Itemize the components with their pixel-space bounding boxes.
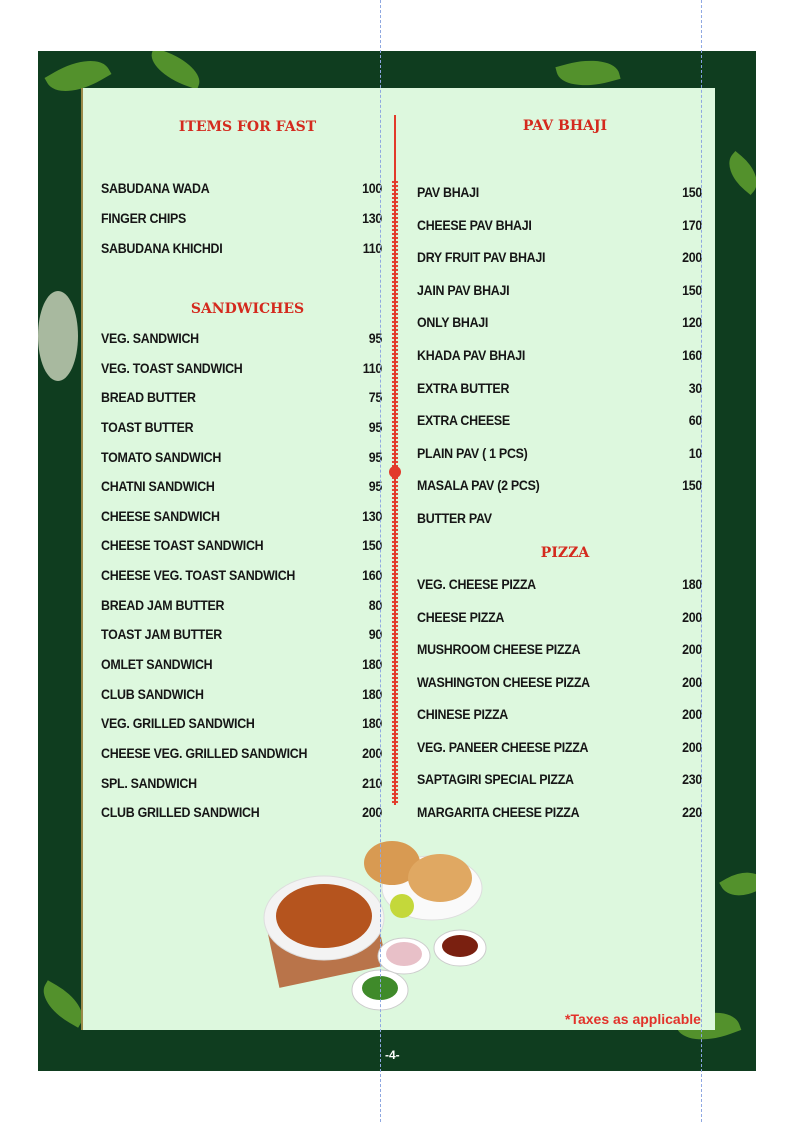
item-name: SPL. SANDWICH <box>101 775 197 791</box>
item-price: 200 <box>682 642 702 657</box>
item-name: ONLY BHAJI <box>417 315 489 331</box>
item-price: 180 <box>362 657 382 673</box>
item-name: VEG. TOAST SANDWICH <box>101 360 243 376</box>
menu-item <box>101 450 382 480</box>
guide-line <box>380 0 381 1122</box>
menu-item <box>417 185 702 218</box>
taxes-note: *Taxes as applicable <box>565 1011 701 1027</box>
menu-item <box>417 315 702 348</box>
section-title-sandwiches: SANDWICHES <box>190 301 305 317</box>
item-price: 150 <box>682 282 702 298</box>
item-price: 95 <box>368 449 382 465</box>
item-price: 100 <box>362 181 382 196</box>
item-price: 180 <box>362 716 382 732</box>
menu-item <box>101 805 382 835</box>
section-title-pav-bhaji: PAV BHAJI <box>522 118 608 134</box>
item-name: CHEESE VEG. GRILLED SANDWICH <box>101 745 308 761</box>
menu-item <box>417 250 702 283</box>
item-price: 220 <box>682 804 702 820</box>
item-price: 120 <box>682 315 702 331</box>
menu-item <box>417 478 702 511</box>
page-number: -4- <box>385 1048 400 1062</box>
pizza-list <box>417 577 702 837</box>
menu-item <box>101 420 382 450</box>
section-title-pizza: PIZZA <box>540 545 590 561</box>
menu-item <box>417 381 702 414</box>
item-name: CHEESE PIZZA <box>417 609 505 625</box>
item-price: 95 <box>368 479 382 495</box>
item-name: MUSHROOM CHEESE PIZZA <box>417 642 581 657</box>
item-name: VEG. CHEESE PIZZA <box>417 577 536 592</box>
item-name: VEG. SANDWICH <box>101 331 199 346</box>
item-name: TOAST JAM BUTTER <box>101 627 222 643</box>
item-price: 110 <box>362 360 382 376</box>
item-name: BUTTER PAV <box>417 510 492 526</box>
item-name: VEG. PANEER CHEESE PIZZA <box>417 739 589 755</box>
menu-item <box>101 746 382 776</box>
menu-item <box>101 716 382 746</box>
menu-item <box>417 675 702 708</box>
leaf-decoration <box>719 863 756 906</box>
item-price: 180 <box>682 577 702 592</box>
menu-item <box>417 413 702 446</box>
menu-item <box>101 479 382 509</box>
item-name: JAIN PAV BHAJI <box>417 282 510 298</box>
item-name: VEG. GRILLED SANDWICH <box>101 716 255 732</box>
item-name: MASALA PAV (2 PCS) <box>417 478 540 494</box>
menu-item <box>417 446 702 479</box>
menu-item <box>417 642 702 675</box>
item-price: 60 <box>688 413 702 429</box>
item-price: 80 <box>368 597 382 613</box>
item-name: CLUB GRILLED SANDWICH <box>101 805 260 821</box>
menu-item <box>417 511 702 544</box>
menu-item <box>417 577 702 610</box>
item-price: 210 <box>362 775 382 791</box>
item-name: OMLET SANDWICH <box>101 657 213 673</box>
item-name: CHINESE PIZZA <box>417 707 508 722</box>
item-name: PLAIN PAV ( 1 PCS) <box>417 445 528 461</box>
item-name: SABUDANA KHICHDI <box>101 240 223 256</box>
menu-item <box>101 657 382 687</box>
menu-item <box>417 772 702 805</box>
item-price: 200 <box>682 250 702 266</box>
item-name: BREAD JAM BUTTER <box>101 597 225 613</box>
item-price: 95 <box>368 331 382 346</box>
menu-item <box>101 241 382 271</box>
menu-item <box>417 805 702 838</box>
item-price: 160 <box>362 568 382 584</box>
item-name: EXTRA BUTTER <box>417 380 510 396</box>
item-name: WASHINGTON CHEESE PIZZA <box>417 674 590 690</box>
item-name: PAV BHAJI <box>417 185 479 200</box>
menu-item <box>101 598 382 628</box>
item-name: DRY FRUIT PAV BHAJI <box>417 250 546 266</box>
item-name: SABUDANA WADA <box>101 181 210 196</box>
leaf-decoration <box>145 51 205 90</box>
item-name: CHEESE SANDWICH <box>101 508 220 524</box>
leaf-decoration <box>720 151 756 195</box>
item-name: MARGARITA CHEESE PIZZA <box>417 804 580 820</box>
red-divider-line <box>394 115 396 805</box>
leaf-decoration <box>38 291 78 381</box>
item-price: 75 <box>368 390 382 406</box>
item-price: 95 <box>368 419 382 435</box>
item-price: 90 <box>368 627 382 643</box>
menu-item <box>417 610 702 643</box>
menu-item <box>101 211 382 241</box>
pav-bhaji-list <box>417 185 702 544</box>
item-name: TOAST BUTTER <box>101 419 194 435</box>
menu-item <box>101 776 382 806</box>
item-price: 200 <box>682 739 702 755</box>
item-name: CLUB SANDWICH <box>101 686 204 702</box>
item-name: EXTRA CHEESE <box>417 413 510 429</box>
item-price: 230 <box>682 772 702 787</box>
menu-item <box>101 361 382 391</box>
item-price: 200 <box>362 745 382 761</box>
item-name: SAPTAGIRI SPECIAL PIZZA <box>417 772 574 787</box>
item-price: 180 <box>362 686 382 702</box>
item-name: CHEESE VEG. TOAST SANDWICH <box>101 568 296 584</box>
divider-dot <box>389 466 401 478</box>
menu-item <box>417 740 702 773</box>
sandwich-list <box>101 331 382 835</box>
menu-item <box>417 707 702 740</box>
item-price: 200 <box>682 609 702 625</box>
menu-item <box>101 181 382 211</box>
item-name: KHADA PAV BHAJI <box>417 347 526 363</box>
item-name: FINGER CHIPS <box>101 210 187 226</box>
item-price: 160 <box>682 347 702 363</box>
menu-item <box>101 538 382 568</box>
menu-item <box>417 348 702 381</box>
section-title-items-for-fast: ITEMS FOR FAST <box>178 119 317 135</box>
item-price: 200 <box>682 674 702 690</box>
fast-items-list <box>101 181 382 270</box>
item-name: CHEESE TOAST SANDWICH <box>101 538 264 554</box>
item-price: 200 <box>362 805 382 821</box>
menu-item <box>101 509 382 539</box>
item-price: 10 <box>688 445 702 461</box>
item-name: BREAD BUTTER <box>101 390 196 406</box>
menu-item <box>101 687 382 717</box>
menu-item <box>101 331 382 361</box>
pav-bhaji-food-image <box>262 838 492 1016</box>
item-price: 200 <box>682 707 702 722</box>
item-price: 130 <box>362 210 382 226</box>
menu-item <box>101 568 382 598</box>
item-price: 150 <box>362 538 382 554</box>
item-price: 150 <box>682 478 702 494</box>
item-price: 110 <box>362 240 382 256</box>
menu-item <box>417 283 702 316</box>
item-price: 130 <box>362 508 382 524</box>
item-price: 30 <box>688 380 702 396</box>
item-name: CHATNI SANDWICH <box>101 479 215 495</box>
guide-line <box>701 0 702 1122</box>
item-price: 150 <box>682 185 702 200</box>
item-price: 170 <box>682 217 702 233</box>
menu-item <box>101 627 382 657</box>
item-name: TOMATO SANDWICH <box>101 449 222 465</box>
item-name: CHEESE PAV BHAJI <box>417 217 532 233</box>
menu-item <box>101 390 382 420</box>
menu-item <box>417 218 702 251</box>
